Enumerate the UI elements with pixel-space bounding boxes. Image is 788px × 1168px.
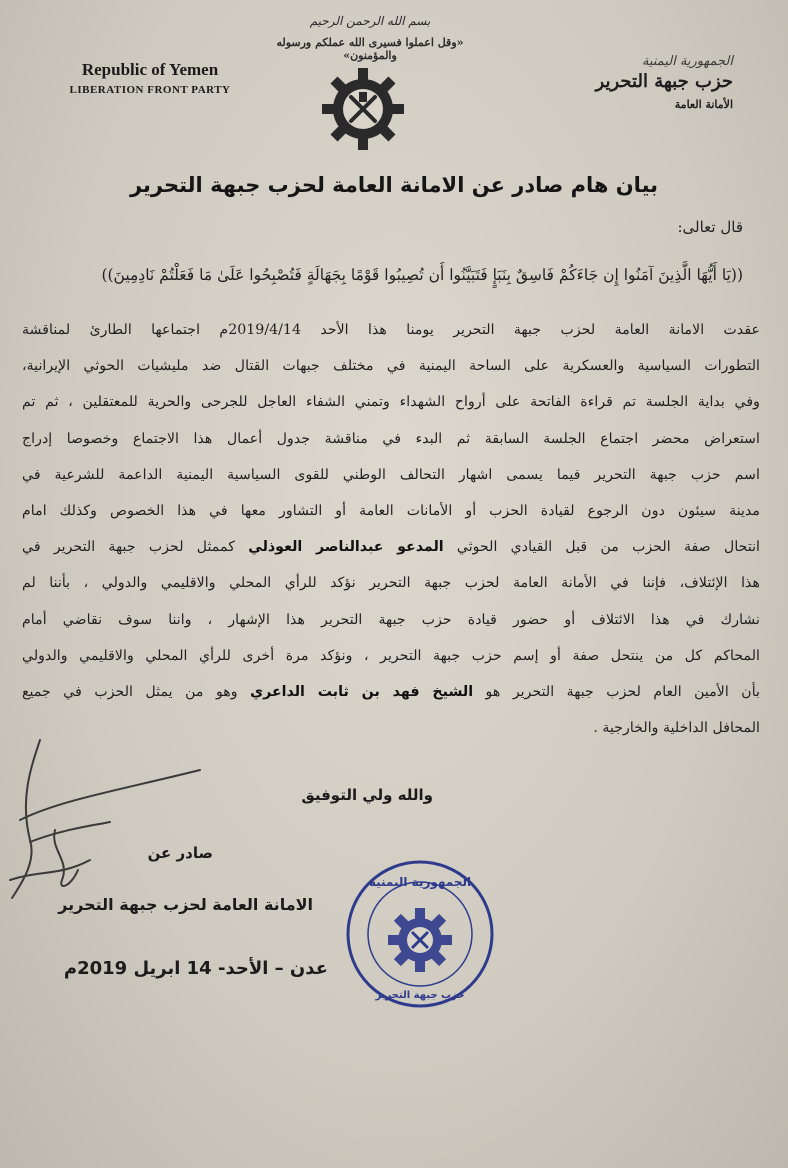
body-line: مدينة سيئون دون الرجوع لقيادة الحزب أو الأمانات العامة أو التشاور معها في هذا الخصوص وكذلك امام xyxy=(22,502,760,519)
issuer-name: الامانة العامة لحزب جبهة التحرير xyxy=(58,895,313,914)
body-line xyxy=(22,529,760,565)
body-line: عقدت الامانة العامة لحزب جبهة التحرير يومنا هذا الأحد 2019/4/14م اجتماعها الطارئ لمناقشة xyxy=(22,322,760,338)
body-line: المحافل الداخلية والخارجية . xyxy=(593,720,760,737)
closing-blessing: والله ولي التوفيق xyxy=(301,786,433,804)
secretariat-ar: الأمانة العامة xyxy=(674,98,733,111)
official-stamp-icon xyxy=(344,858,496,1010)
body-text: كممثل لحزب جبهة التحرير في xyxy=(22,539,249,556)
body-line: استعراض محضر اجتماع الجلسة السابقة ثم البدء في مناقشة جدول أعمال هذا الاجتماع وخصوصا إدراج xyxy=(22,430,760,447)
quran-intro: قال تعالى: xyxy=(677,218,743,236)
country-name-ar: الجمهورية اليمنية xyxy=(641,54,733,69)
document-title: بيان هام صادر عن الامانة العامة لحزب جبهة التحرير xyxy=(129,173,659,197)
body-text: وهو من يمثل الحزب في جميع xyxy=(22,683,251,700)
issued-by-label: صادر عن xyxy=(147,844,213,862)
party-name-en: LIBERATION FRONT PARTY xyxy=(69,84,231,96)
party-name-ar: حزب جبهة التحرير xyxy=(595,71,733,92)
body-line: وفي بداية الجلسة تم قراءة الفاتحة على أرواح الشهداء وتمني الشفاء العاجل للجرحى والحرية للمعتقلين ، ثم تم xyxy=(22,394,760,411)
header-english xyxy=(40,60,260,96)
statement-body xyxy=(22,312,760,746)
body-line: التطورات السياسية والعسكرية على الساحة اليمنية في مختلف جبهات القتال ضد مليشيات الحوثي الإيرانية، xyxy=(22,358,760,375)
stamp-text-top: الجمهورية اليمنية xyxy=(368,875,472,889)
secretary-general-name: الشيخ فهد بن ثابت الداعري xyxy=(250,683,474,700)
body-text: بأن الأمين العام لحزب جبهة التحرير هو xyxy=(473,683,760,700)
body-line: اسم حزب جبهة التحرير فيما يسمى اشهار التحالف الوطني للقوى السياسية اليمنية الداعمة للشرعية في xyxy=(22,466,760,483)
body-line xyxy=(22,674,760,710)
body-line: نشارك في هذا الائتلاف أو حضور قيادة حزب جبهة التحرير هذا الإشهار ، واننا سوف نقاضي أمام xyxy=(22,611,760,628)
signature-icon xyxy=(0,730,240,910)
place-date: عدن – الأحد- 14 ابريل 2019م xyxy=(63,958,328,979)
header-verse: «وقل اعملوا فسيرى الله عملكم ورسوله والمؤمنون» xyxy=(276,36,464,62)
country-name-en: Republic of Yemen xyxy=(81,60,219,79)
body-text: انتحال صفة الحزب من قبل القيادي الحوثي xyxy=(443,539,760,556)
header-arabic xyxy=(533,54,733,111)
stamp-text-bottom: حزب جبهة التحرير xyxy=(375,990,465,1001)
body-line: هذا الإئتلاف، فإننا في الأمانة العامة لحزب جبهة التحرير نؤكد للرأي المحلي والاقليمي والدولي ، بأننا لم xyxy=(22,575,760,592)
named-person: المدعو عبدالناصر العوذلي xyxy=(248,539,444,556)
body-line: المحاكم كل من ينتحل صفة أو إسم حزب جبهة التحرير ، ونؤكد مرة أخرى للرأي المحلي والاقليمي والدولي xyxy=(22,647,760,664)
header-verse-block xyxy=(250,14,490,62)
quran-verse: ((يَا أَيُّهَا الَّذِينَ آمَنُوا إِن جَاءَكُمْ فَاسِقٌ بِنَبَإٍ فَتَبَيَّنُوا أَن تُصِيبُوا قَوْمًا بِجَهَالَةٍ فَتُصْبِحُوا عَلَىٰ مَا فَعَلْتُمْ نَادِمِينَ)) xyxy=(101,266,743,284)
basmala: بسم الله الرحمن الرحيم xyxy=(309,14,431,28)
party-logo-icon xyxy=(318,64,408,154)
